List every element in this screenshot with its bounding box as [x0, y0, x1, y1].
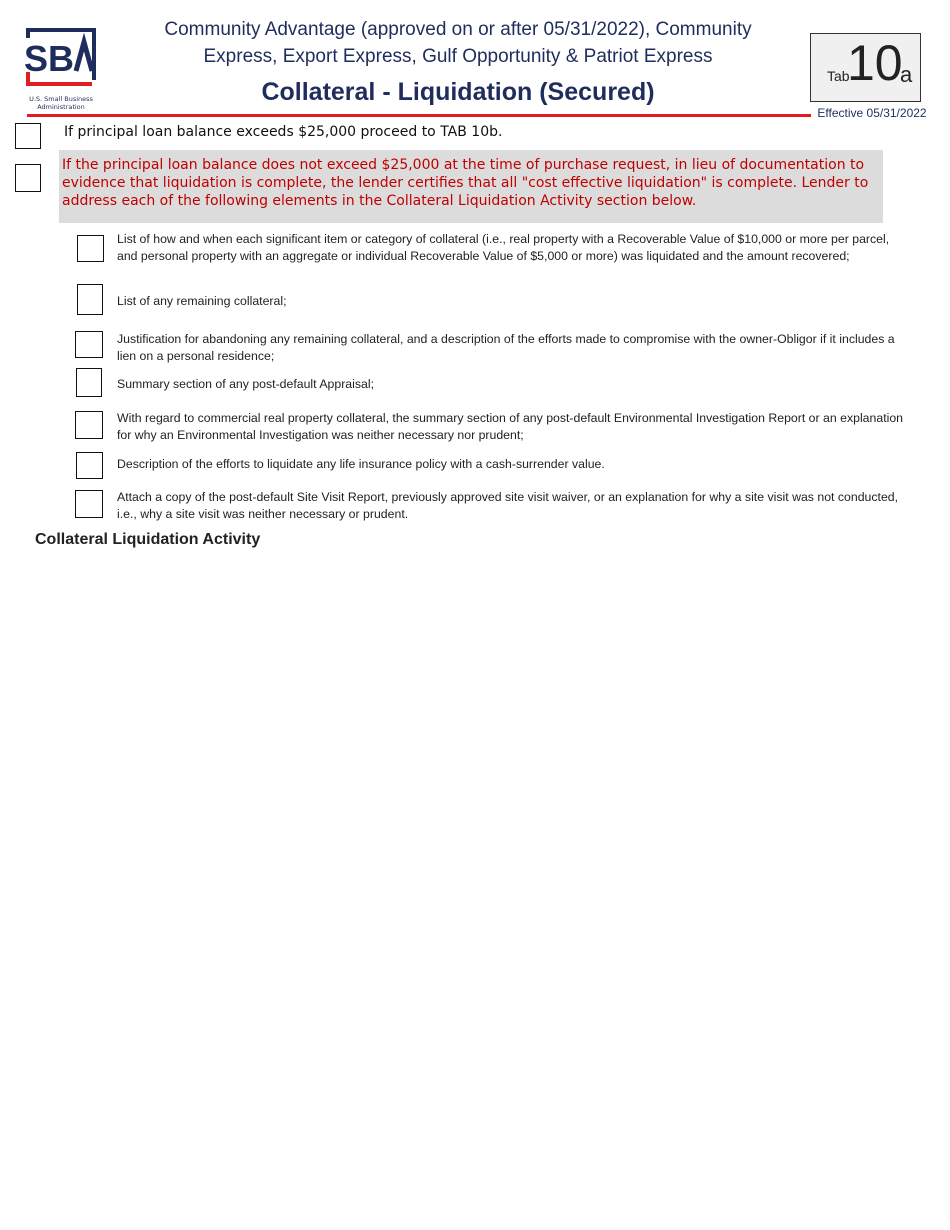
item-label: Summary section of any post-default Appraisal;: [117, 377, 374, 391]
certification-text: If the principal loan balance does not exceed $25,000 at the time of purchase request, in lieu of documentation to evidence that liquidation is complete, the lender certifies that all "cost effective liquidation" is complete. Lender to address each of the following elements in the Collateral Liquidation Activity section below.: [62, 157, 869, 209]
not-exceeds-checkbox[interactable]: [15, 164, 41, 192]
item-label: List of how and when each significant item or category of collateral (i.e., real property with a Recoverable Value of $10,000 or more per parcel, and personal property with an aggregate or individual Recoverable Value of $5,000 or more) was liquidated and the amount recovered;: [117, 232, 890, 263]
page-title: Collateral - Liquidation (Secured): [261, 78, 655, 106]
item-label: Description of the efforts to liquidate any life insurance policy with a cash-surrender value.: [117, 457, 605, 471]
effective-date: Effective 05/31/2022: [817, 106, 927, 120]
item-checkbox[interactable]: [75, 331, 103, 358]
tab-badge: Tab 10 a: [810, 33, 921, 102]
exceeds-checkbox[interactable]: [15, 123, 41, 149]
header-divider: [27, 114, 811, 117]
item-checkbox[interactable]: [76, 452, 103, 479]
logo-caption: U.S. Small Business Administration: [29, 95, 93, 111]
item-label: With regard to commercial real property collateral, the summary section of any post-default Environmental Investigation Report or an explanation for why an Environmental Investigation was neither necessary nor prudent;: [117, 411, 904, 442]
item-checkbox[interactable]: [77, 284, 103, 315]
exceeds-label: If principal loan balance exceeds $25,000 proceed to TAB 10b.: [64, 124, 503, 140]
svg-text:SB: SB: [24, 38, 75, 79]
program-subtitle: Community Advantage (approved on or after 05/31/2022), Community Express, Export Express, Gulf Opportunity & Patriot Express: [164, 19, 752, 67]
item-checkbox[interactable]: [75, 411, 103, 439]
item-checkbox[interactable]: [77, 235, 104, 262]
item-checkbox[interactable]: [75, 490, 103, 518]
item-label: Attach a copy of the post-default Site Visit Report, previously approved site visit waiver, or an explanation for why a site visit was not conducted, i.e., why a site visit was neither necessary or prudent.: [117, 490, 899, 521]
section-title: Collateral Liquidation Activity: [35, 531, 261, 548]
item-label: List of any remaining collateral;: [117, 294, 287, 308]
item-label: Justification for abandoning any remaining collateral, and a description of the efforts made to compromise with the owner-Obligor if it includes a lien on a personal residence;: [117, 332, 895, 363]
item-checkbox[interactable]: [76, 368, 102, 397]
